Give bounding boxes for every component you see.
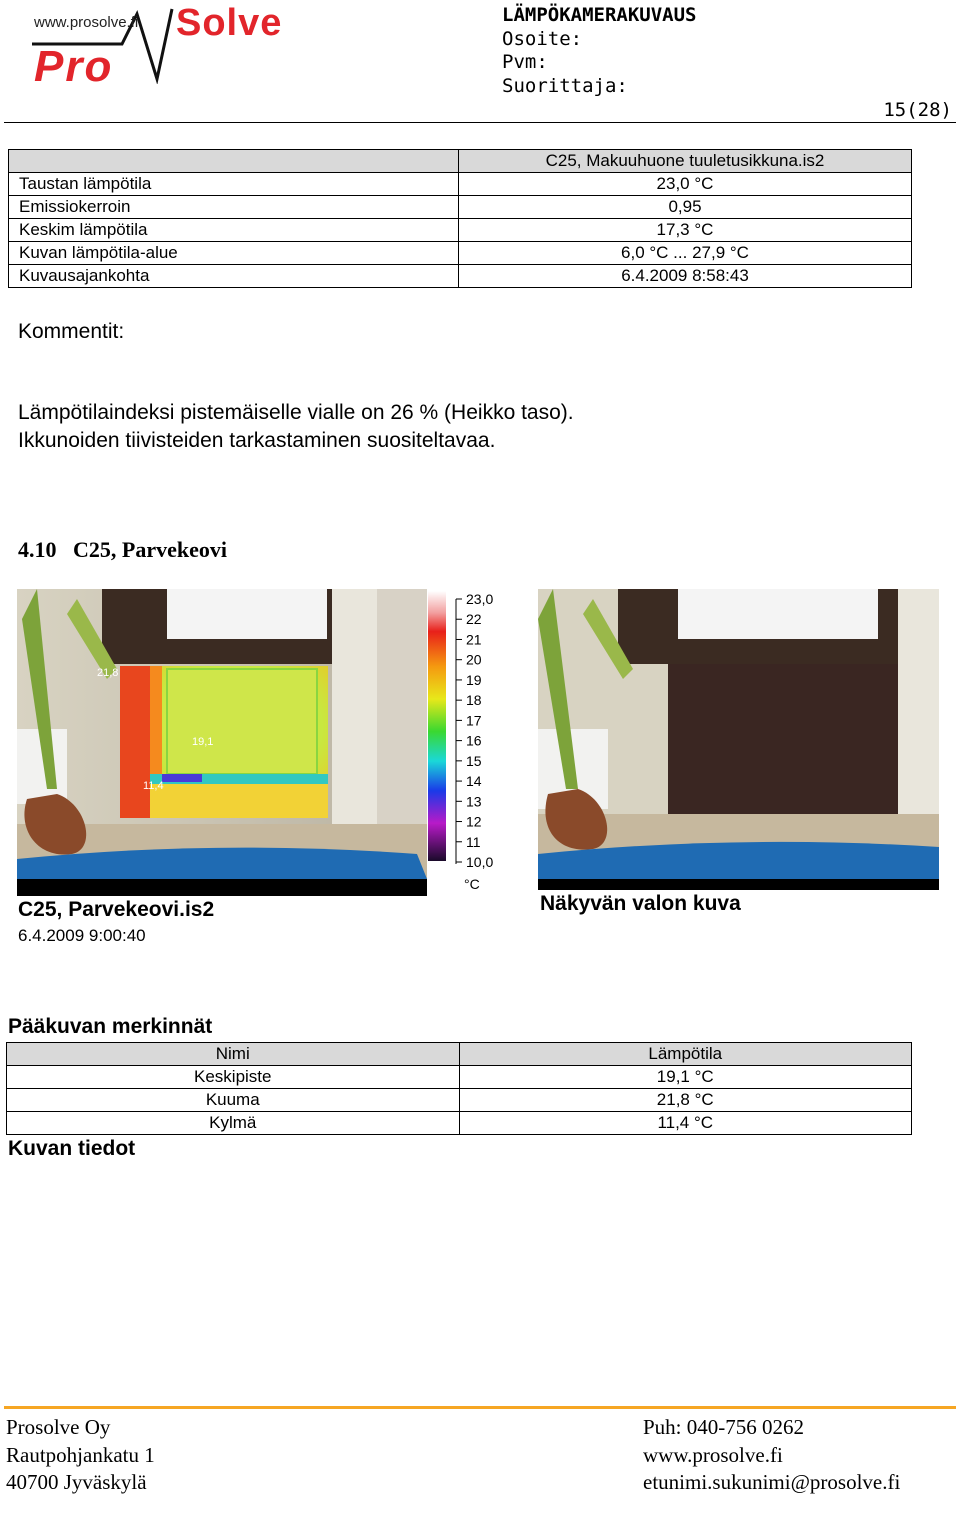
thermal-image	[17, 589, 427, 896]
scale-tick-label: 19	[466, 671, 482, 688]
thermal-image-date: 6.4.2009 9:00:40	[18, 926, 146, 945]
table-row	[9, 173, 912, 196]
logo-url: www.prosolve.fi	[34, 14, 139, 31]
logo-pro: Pro	[34, 42, 114, 91]
scale-tick-label: 13	[466, 793, 482, 810]
markings-table	[6, 1042, 912, 1135]
scale-unit: °C	[464, 876, 480, 892]
column-header-temperature: Lämpötila	[459, 1043, 912, 1066]
visible-light-image	[538, 589, 939, 890]
table-row	[7, 1043, 912, 1066]
page-number: 15(28)	[883, 99, 952, 121]
scale-tick-label: 18	[466, 692, 482, 709]
marker-name: Kuuma	[7, 1089, 460, 1112]
visible-image-title: Näkyvän valon kuva	[540, 892, 741, 915]
table-row	[7, 1066, 912, 1089]
row-label: Kuvausajankohta	[9, 265, 459, 288]
marker-temperature: 21,8 °C	[459, 1089, 912, 1112]
scale-tick-label: 17	[466, 712, 482, 729]
marker-temperature: 19,1 °C	[459, 1066, 912, 1089]
scale-tick-label: 22	[466, 611, 482, 628]
table-row	[9, 219, 912, 242]
row-value: 6,0 °C ... 27,9 °C	[459, 242, 912, 265]
table-cell	[9, 150, 459, 173]
image-info-table	[8, 149, 912, 288]
image-info-heading: Kuvan tiedot	[8, 1137, 136, 1160]
section-heading: 4.10 C25, Parvekeovi	[18, 537, 227, 562]
cold-marker-label: 11,4	[143, 780, 164, 792]
footer-website[interactable]: www.prosolve.fi	[643, 1443, 783, 1467]
scale-tick-label: 14	[466, 773, 482, 790]
markings-title: Pääkuvan merkinnät	[8, 1015, 213, 1038]
temperature-color-scale	[426, 589, 506, 899]
comments-label: Kommentit:	[18, 320, 125, 343]
hot-marker-label: 21,8	[97, 667, 119, 679]
row-label: Taustan lämpötila	[9, 173, 459, 196]
logo-solve: Solve	[176, 2, 283, 44]
comment-line: Ikkunoiden tiivisteiden tarkastaminen suositeltavaa.	[18, 429, 496, 452]
comment-line: Lämpötilaindeksi pistemäiselle vialle on 26 % (Heikko taso).	[18, 401, 574, 424]
row-value: 0,95	[459, 196, 912, 219]
center-marker-label: 19,1	[192, 736, 214, 748]
row-label: Kuvan lämpötila-alue	[9, 242, 459, 265]
row-value: 17,3 °C	[459, 219, 912, 242]
table-row	[9, 265, 912, 288]
column-header-name: Nimi	[7, 1043, 460, 1066]
row-value: 23,0 °C	[459, 173, 912, 196]
footer-street: Rautpohjankatu 1	[6, 1443, 155, 1467]
header-date-label: Pvm:	[502, 51, 548, 73]
header-performer-label: Suorittaja:	[502, 75, 628, 97]
scale-tick-label: 10,0	[466, 854, 494, 870]
scale-tick-label: 12	[466, 813, 482, 830]
table-row	[9, 242, 912, 265]
footer-email[interactable]: etunimi.sukunimi@prosolve.fi	[643, 1470, 901, 1494]
table-row	[9, 196, 912, 219]
footer-company: Prosolve Oy	[6, 1415, 111, 1439]
table-row	[7, 1112, 912, 1135]
footer-city: 40700 Jyväskylä	[6, 1470, 147, 1494]
scale-tick-label: 16	[466, 732, 482, 749]
footer-divider	[4, 1406, 956, 1409]
image-file-name: C25, Makuuhuone tuuletusikkuna.is2	[459, 150, 912, 173]
thermal-image-title: C25, Parvekeovi.is2	[18, 898, 215, 921]
report-title: LÄMPÖKAMERAKUVAUS	[502, 4, 697, 26]
scale-ticks	[456, 591, 493, 870]
header-address-label: Osoite:	[502, 28, 583, 50]
footer-phone: Puh: 040-756 0262	[643, 1415, 805, 1439]
marker-temperature: 11,4 °C	[459, 1112, 912, 1135]
header-divider	[4, 122, 956, 123]
row-value: 6.4.2009 8:58:43	[459, 265, 912, 288]
table-row	[7, 1089, 912, 1112]
scale-tick-label: 11	[466, 833, 481, 850]
scale-tick-label: 21	[466, 631, 482, 648]
row-label: Emissiokerroin	[9, 196, 459, 219]
scale-tick-label: 15	[466, 752, 482, 769]
table-row	[9, 150, 912, 173]
row-label: Keskim lämpötila	[9, 219, 459, 242]
scale-tick-label: 20	[466, 651, 482, 668]
scale-tick-label: 23,0	[466, 591, 494, 607]
marker-name: Kylmä	[7, 1112, 460, 1135]
marker-name: Keskipiste	[7, 1066, 460, 1089]
